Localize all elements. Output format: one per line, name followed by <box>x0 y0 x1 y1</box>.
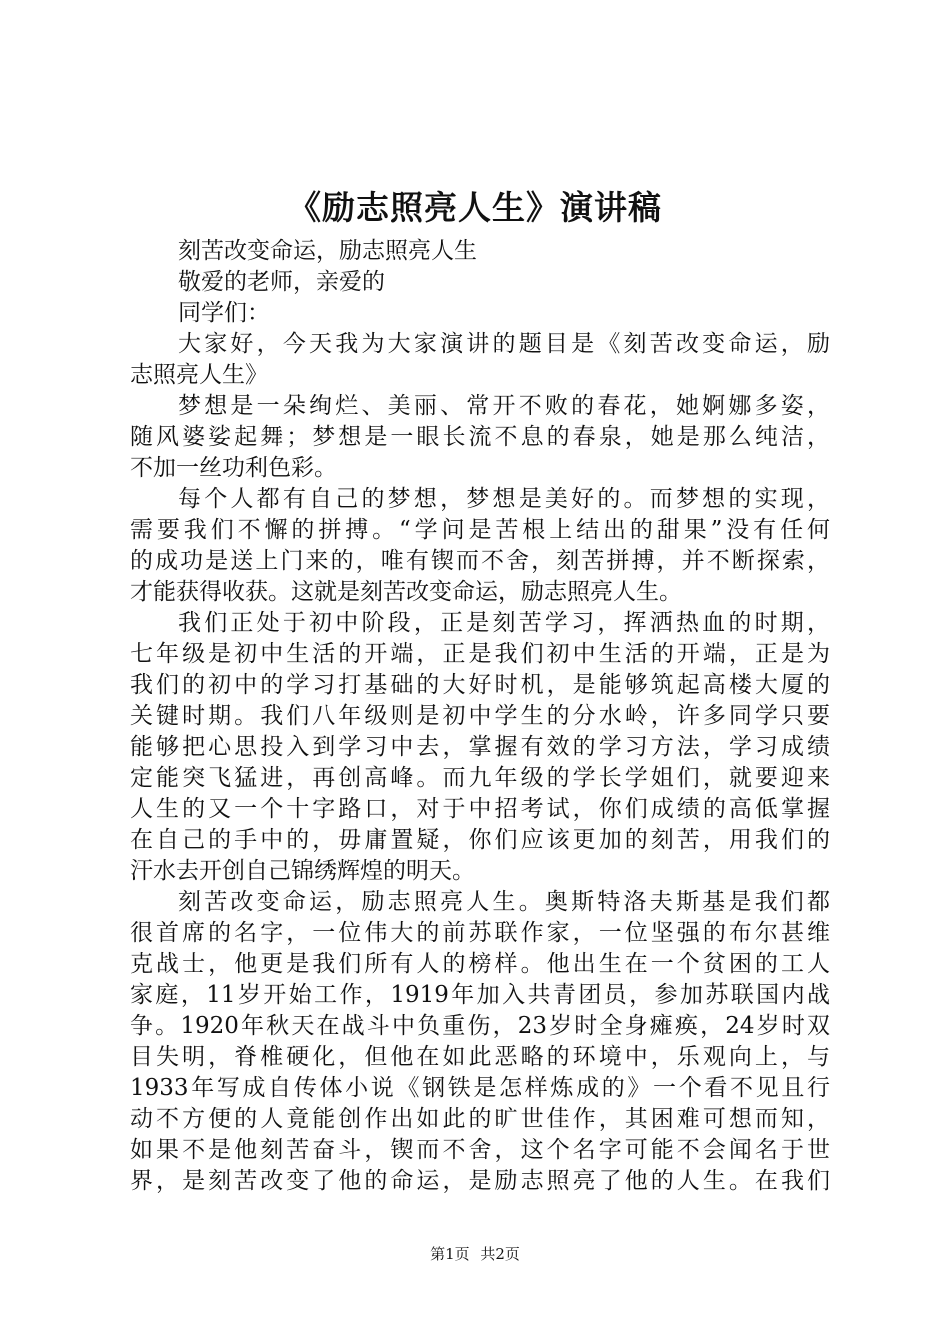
text-line: 梦想是一朵绚烂、美丽、常开不败的春花，她婀娜多姿， <box>178 393 830 419</box>
page-footer <box>0 1244 950 1264</box>
text-line: 的成功是送上门来的，唯有锲而不舍，刻苦拼搏，并不断探索， <box>130 548 830 574</box>
text-line: 界，是刻苦改变了他的命运，是励志照亮了他的人生。在我们 <box>130 1168 830 1194</box>
text-line: 随风婆娑起舞；梦想是一眼长流不息的春泉，她是那么纯洁， <box>130 424 830 450</box>
text-line: 克战士，他更是我们所有人的榜样。他出生在一个贫困的工人 <box>130 951 830 977</box>
text-line: 七年级是初中生活的开端，正是我们初中生活的开端，正是为 <box>130 641 830 667</box>
text-line: 在自己的手中的，毋庸置疑，你们应该更加的刻苦，用我们的 <box>130 827 830 853</box>
page-number: 第1页 <box>430 1245 470 1263</box>
text-line: 我们的初中的学习打基础的大好时机，是能够筑起高楼大厦的 <box>130 672 830 698</box>
document-body <box>130 236 830 1197</box>
text-line: 需要我们不懈的拼搏。“学问是苦根上结出的甜果”没有任何 <box>130 517 830 543</box>
document-title: 《励志照亮人生》演讲稿 <box>288 188 662 227</box>
text-line: 不加一丝功利色彩。 <box>130 455 337 481</box>
text-line: 刻苦改变命运，励志照亮人生 <box>178 238 477 264</box>
text-line: 汗水去开创自己锦绣辉煌的明天。 <box>130 858 475 884</box>
text-line: 家庭，11岁开始工作，1919年加入共青团员，参加苏联国内战 <box>130 982 830 1008</box>
text-line: 每个人都有自己的梦想，梦想是美好的。而梦想的实现， <box>178 486 830 512</box>
text-line: 争。1920年秋天在战斗中负重伤，23岁时全身瘫痪，24岁时双 <box>130 1013 830 1039</box>
text-line: 关键时期。我们八年级则是初中学生的分水岭，许多同学只要 <box>130 703 830 729</box>
text-line: 人生的又一个十字路口，对于中招考试，你们成绩的高低掌握 <box>130 796 830 822</box>
text-line: 同学们： <box>178 300 270 326</box>
text-line: 动不方便的人竟能创作出如此的旷世佳作，其困难可想而知， <box>130 1106 830 1132</box>
text-line: 才能获得收获。这就是刻苦改变命运，励志照亮人生。 <box>130 579 682 605</box>
text-line: 敬爱的老师，亲爱的 <box>178 269 385 295</box>
text-line: 我们正处于初中阶段，正是刻苦学习，挥洒热血的时期， <box>178 610 830 636</box>
text-line: 很首席的名字，一位伟大的前苏联作家，一位坚强的布尔甚维 <box>130 920 830 946</box>
text-line: 能够把心思投入到学习中去，掌握有效的学习方法，学习成绩 <box>130 734 830 760</box>
text-line: 1933年写成自传体小说《钢铁是怎样炼成的》一个看不见且行 <box>130 1075 830 1101</box>
text-line: 刻苦改变命运，励志照亮人生。奥斯特洛夫斯基是我们都 <box>178 889 830 915</box>
text-line: 大家好，今天我为大家演讲的题目是《刻苦改变命运，励 <box>178 331 830 357</box>
text-line: 目失明，脊椎硬化，但他在如此恶略的环境中，乐观向上，与 <box>130 1044 830 1070</box>
text-line: 如果不是他刻苦奋斗，锲而不舍，这个名字可能不会闻名于世 <box>130 1137 830 1163</box>
text-line: 志照亮人生》 <box>130 362 268 388</box>
text-line: 定能突飞猛进，再创高峰。而九年级的学长学姐们，就要迎来 <box>130 765 830 791</box>
page-total: 共2页 <box>480 1245 520 1263</box>
